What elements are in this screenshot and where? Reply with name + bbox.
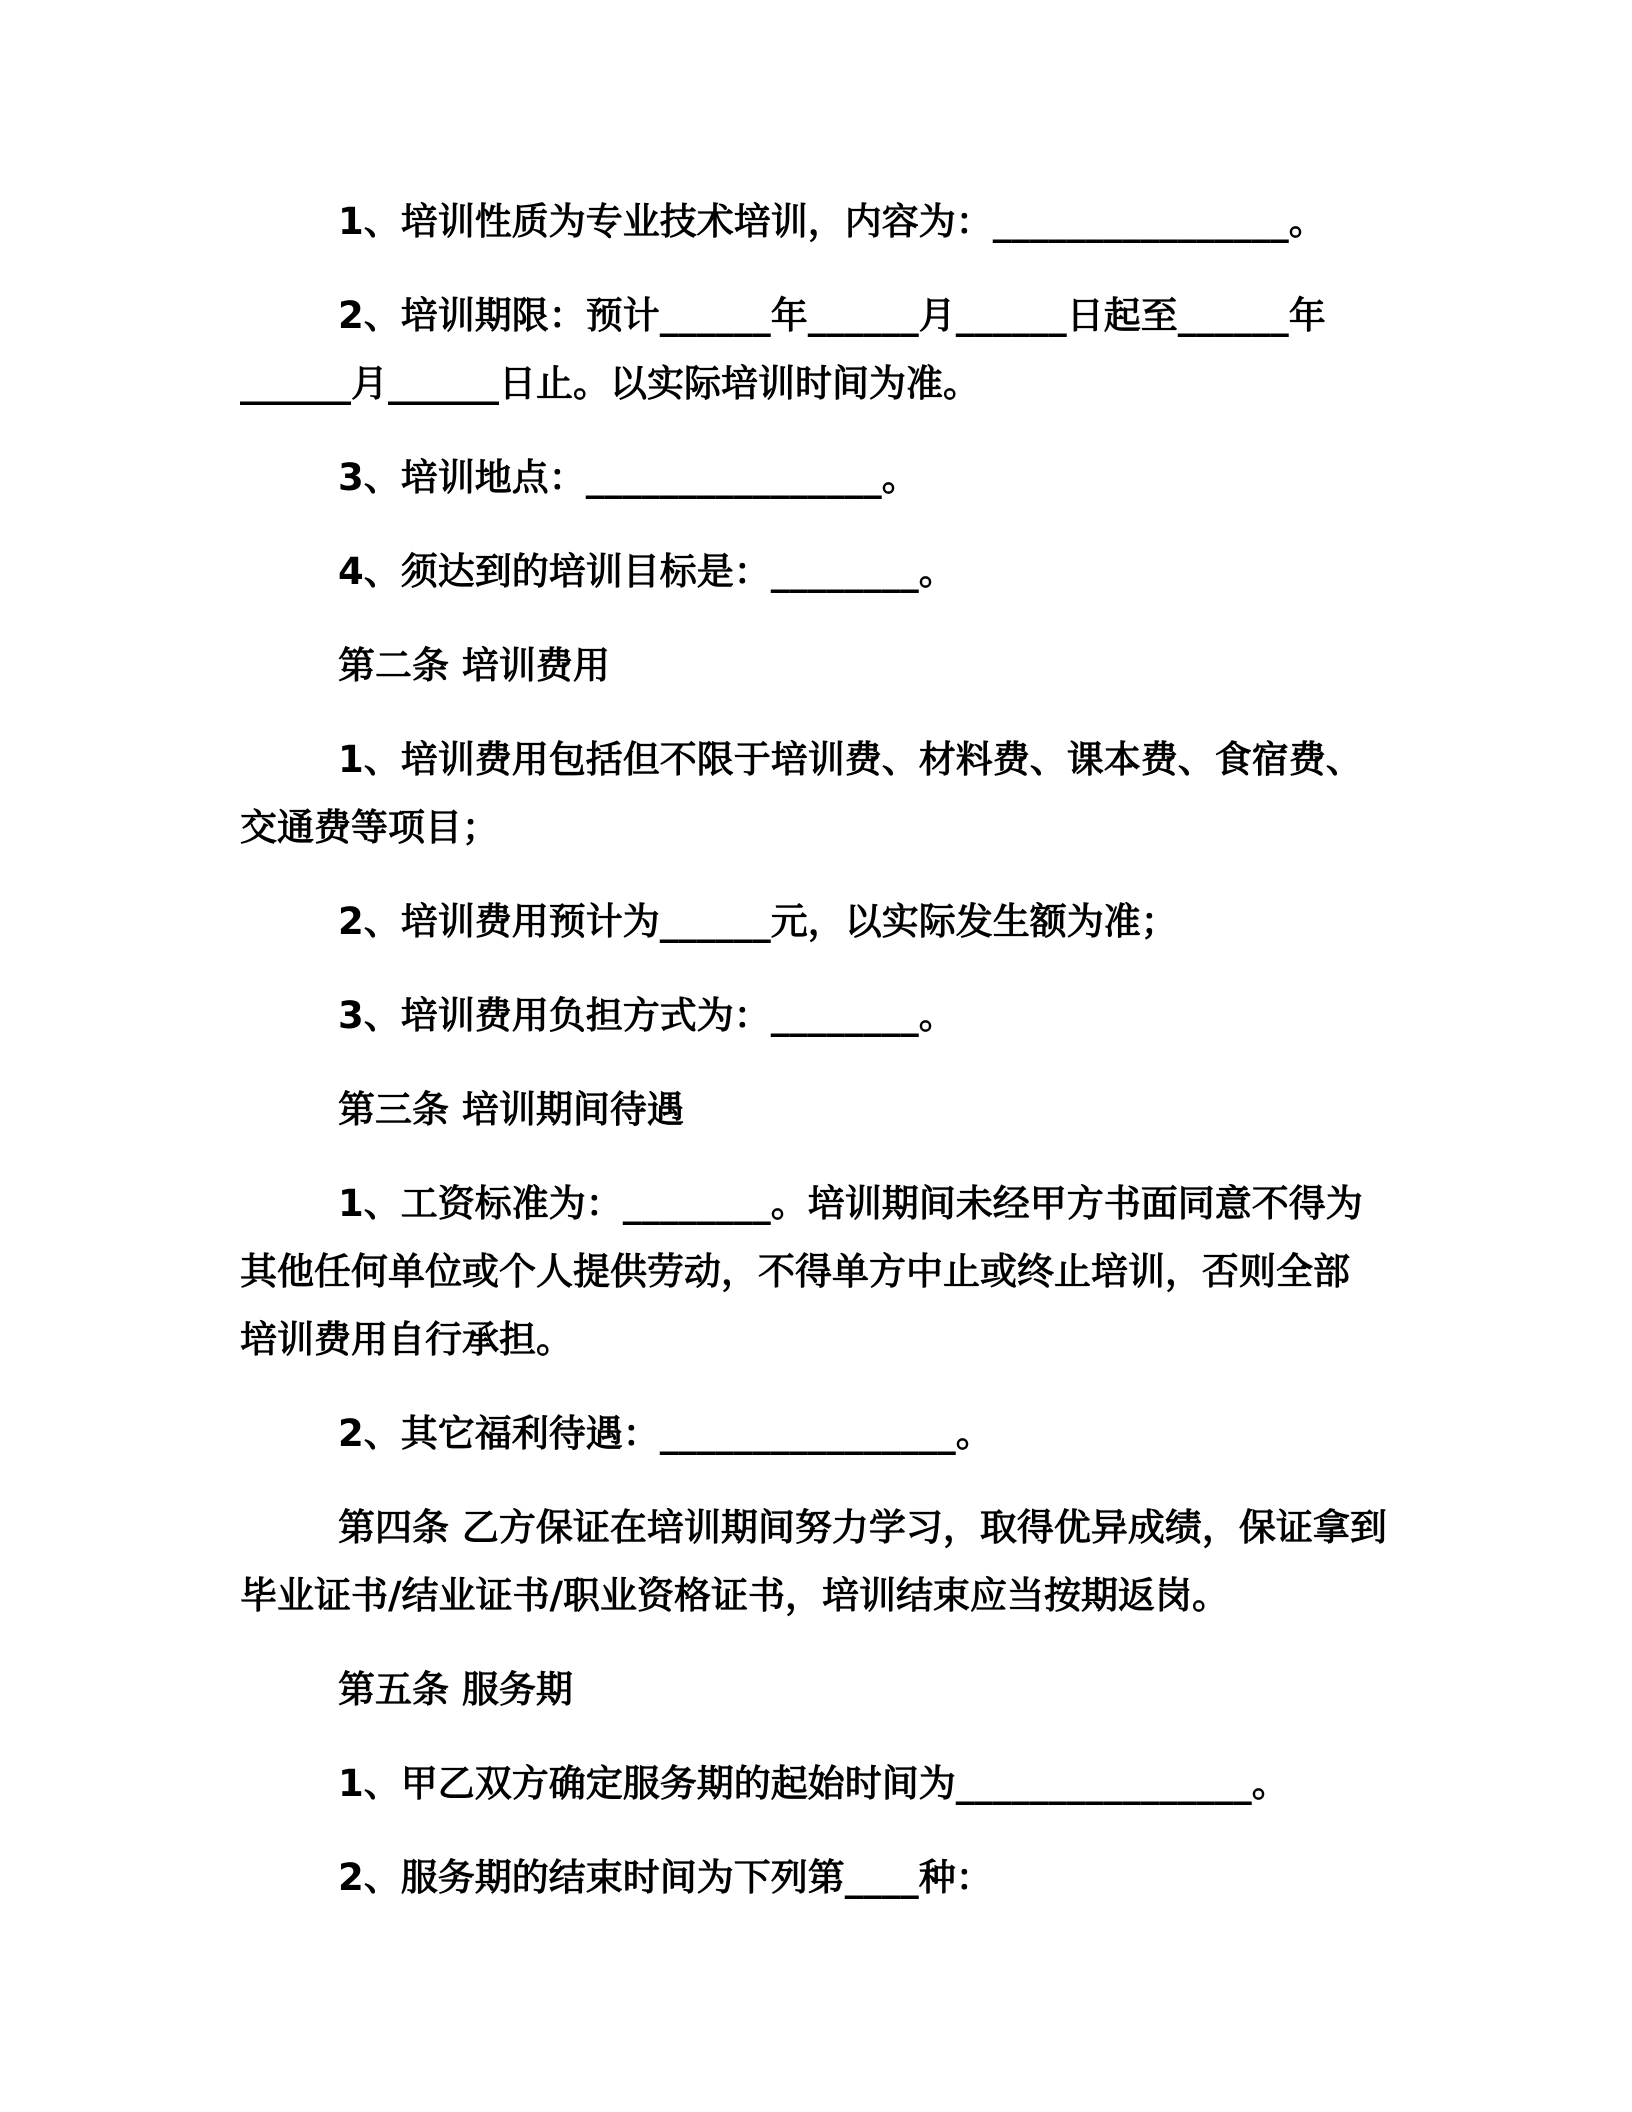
document-line: 其他任何单位或个人提供劳动，不得单方中止或终止培训，否则全部 xyxy=(240,1250,1350,1293)
paragraph xyxy=(240,538,1394,606)
document-line: 毕业证书/结业证书/职业资格证书，培训结束应当按期返岗。 xyxy=(240,1574,1230,1617)
paragraph xyxy=(240,1400,1394,1468)
document-line: 3、培训地点：________________。 xyxy=(338,456,919,499)
document-line: 3、培训费用负担方式为：________。 xyxy=(338,994,956,1037)
document-line: 第二条 培训费用 xyxy=(338,644,610,687)
paragraph xyxy=(240,1750,1394,1818)
document-line: 交通费等项目； xyxy=(240,806,499,849)
document-line: 培训费用自行承担。 xyxy=(240,1318,573,1361)
paragraph xyxy=(240,982,1394,1050)
paragraph xyxy=(240,1170,1394,1374)
document-body xyxy=(240,188,1394,1912)
paragraph xyxy=(240,282,1394,418)
document-line: 2、培训期限：预计______年______月______日起至______年 xyxy=(338,294,1326,337)
paragraph xyxy=(240,1494,1394,1630)
document-line: 第三条 培训期间待遇 xyxy=(338,1088,684,1131)
document-line: 1、培训性质为专业技术培训，内容为：________________。 xyxy=(338,200,1326,243)
document-line: ______月______日止。以实际培训时间为准。 xyxy=(240,362,980,405)
document-line: 1、培训费用包括但不限于培训费、材料费、课本费、食宿费、 xyxy=(338,738,1363,781)
paragraph xyxy=(240,888,1394,956)
paragraph xyxy=(240,1656,1394,1724)
document-line: 第五条 服务期 xyxy=(338,1668,573,1711)
document-line: 2、服务期的结束时间为下列第____种： xyxy=(338,1856,993,1899)
document-line: 2、培训费用预计为______元，以实际发生额为准； xyxy=(338,900,1178,943)
paragraph xyxy=(240,444,1394,512)
document-line: 4、须达到的培训目标是：________。 xyxy=(338,550,956,593)
document-line: 1、工资标准为：________。培训期间未经甲方书面同意不得为 xyxy=(338,1182,1363,1225)
document-line: 第四条 乙方保证在培训期间努力学习，取得优异成绩，保证拿到 xyxy=(338,1506,1387,1549)
paragraph xyxy=(240,726,1394,862)
paragraph xyxy=(240,188,1394,256)
paragraph xyxy=(240,632,1394,700)
document-line: 2、其它福利待遇：________________。 xyxy=(338,1412,993,1455)
paragraph xyxy=(240,1076,1394,1144)
document-line: 1、甲乙双方确定服务期的起始时间为________________。 xyxy=(338,1762,1289,1805)
paragraph xyxy=(240,1844,1394,1912)
